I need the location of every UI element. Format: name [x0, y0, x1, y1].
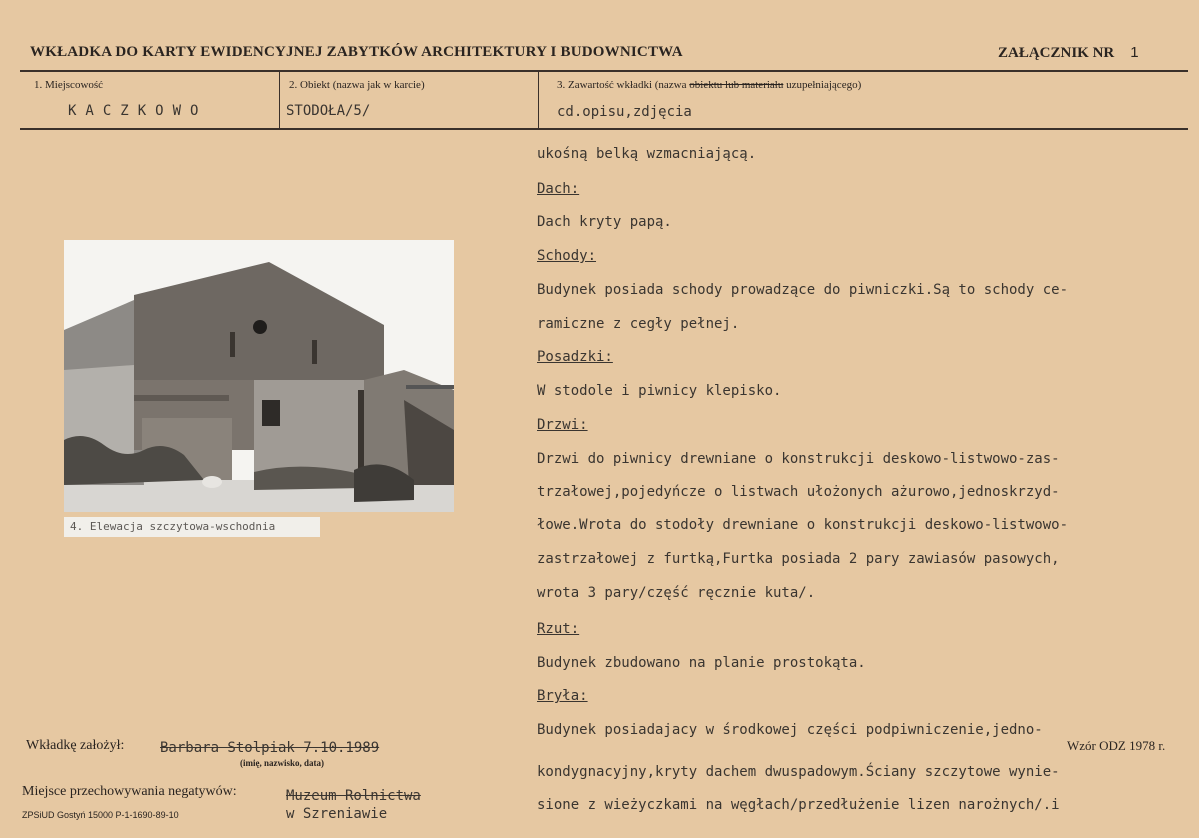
text-line: zastrzałowej z furtką,Furtka posiada 2 pary zawiasów pasowych,: [537, 551, 1060, 567]
content-label: [557, 79, 861, 91]
section-heading: Bryła:: [537, 688, 588, 704]
text-line: trzałowej,pojedyńcze o listwach ułożonych ażurowo,jednoskrzyd-: [537, 484, 1060, 500]
annex-number: 1: [1130, 44, 1139, 61]
text-line: ukośną belką wzmacniającą.: [537, 146, 757, 162]
text-line: sione z wieżyczkami na węgłach/przedłużenie lizen narożnych/.i: [537, 797, 1060, 813]
barn-photo: [64, 240, 454, 512]
section-heading: Dach:: [537, 181, 580, 197]
field-divider-1: [279, 72, 280, 128]
text-line: Budynek zbudowano na planie prostokąta.: [537, 655, 866, 671]
text-line: ramiczne z cegły pełnej.: [537, 316, 740, 332]
form-pattern: Wzór ODZ 1978 r.: [1067, 738, 1166, 753]
author-hint: (imię, nazwisko, data): [240, 758, 324, 768]
document-title: WKŁADKA DO KARTY EWIDENCYJNEJ ZABYTKÓW ARCHITEKTURY I BUDOWNICTWA: [30, 44, 683, 60]
photo-caption: 4. Elewacja szczytowa-wschodnia: [64, 517, 320, 537]
text-line: Dach kryty papą.: [537, 214, 672, 230]
section-heading: Schody:: [537, 248, 597, 264]
text-line: wrota 3 pary/część ręcznie kuta/.: [537, 585, 816, 601]
barn-photo-graphic: [64, 240, 454, 512]
place-label: 1. Miejscowość: [34, 79, 104, 91]
annex-label-text: ZAŁĄCZNIK NR: [998, 45, 1115, 61]
object-value: STODOŁA/5/: [286, 103, 371, 119]
content-value: cd.opisu,zdjęcia: [557, 104, 692, 120]
text-line: Budynek posiadajacy w środkowej części podpiwniczenie,jedno-: [537, 722, 1043, 738]
place-value: KACZKOWO: [68, 103, 208, 119]
text-line: kondygnacyjny,kryty dachem dwuspadowym.Ściany szczytowe wynie-: [537, 764, 1060, 780]
object-label: 2. Obiekt (nazwa jak w karcie): [289, 79, 425, 91]
content-label-b: uzupełniającego): [783, 79, 862, 91]
content-label-struck: obiektu lub materiału: [689, 79, 784, 91]
print-info: ZPSiUD Gostyń 15000 P-1-1690-89-10: [22, 810, 179, 820]
author-label: Wkładkę założył:: [26, 738, 125, 753]
header-rule: [20, 70, 1188, 72]
section-heading: Drzwi:: [537, 417, 588, 433]
field-divider-2: [538, 72, 539, 128]
content-label-a: 3. Zawartość wkładki (nazwa: [557, 79, 690, 91]
text-line: łowe.Wrota do stodoły drewniane o konstrukcji deskowo-listwowo-: [537, 517, 1069, 533]
storage-label: Miejsce przechowywania negatywów:: [22, 784, 237, 799]
text-line: Budynek posiada schody prowadzące do piwniczki.Są to schody ce-: [537, 282, 1069, 298]
annex-label: [998, 44, 1139, 62]
storage-line-2: w Szreniawie: [286, 806, 388, 822]
section-heading: Posadzki:: [537, 349, 613, 365]
section-heading: Rzut:: [537, 621, 580, 637]
author-value: Barbara Stolpiak 7.10.1989: [160, 740, 380, 756]
fields-rule: [20, 128, 1188, 130]
storage-line-1: Muzeum Rolnictwa: [286, 788, 421, 804]
text-line: Drzwi do piwnicy drewniane o konstrukcji deskowo-listwowo-zas-: [537, 451, 1060, 467]
text-line: W stodole i piwnicy klepisko.: [537, 383, 782, 399]
